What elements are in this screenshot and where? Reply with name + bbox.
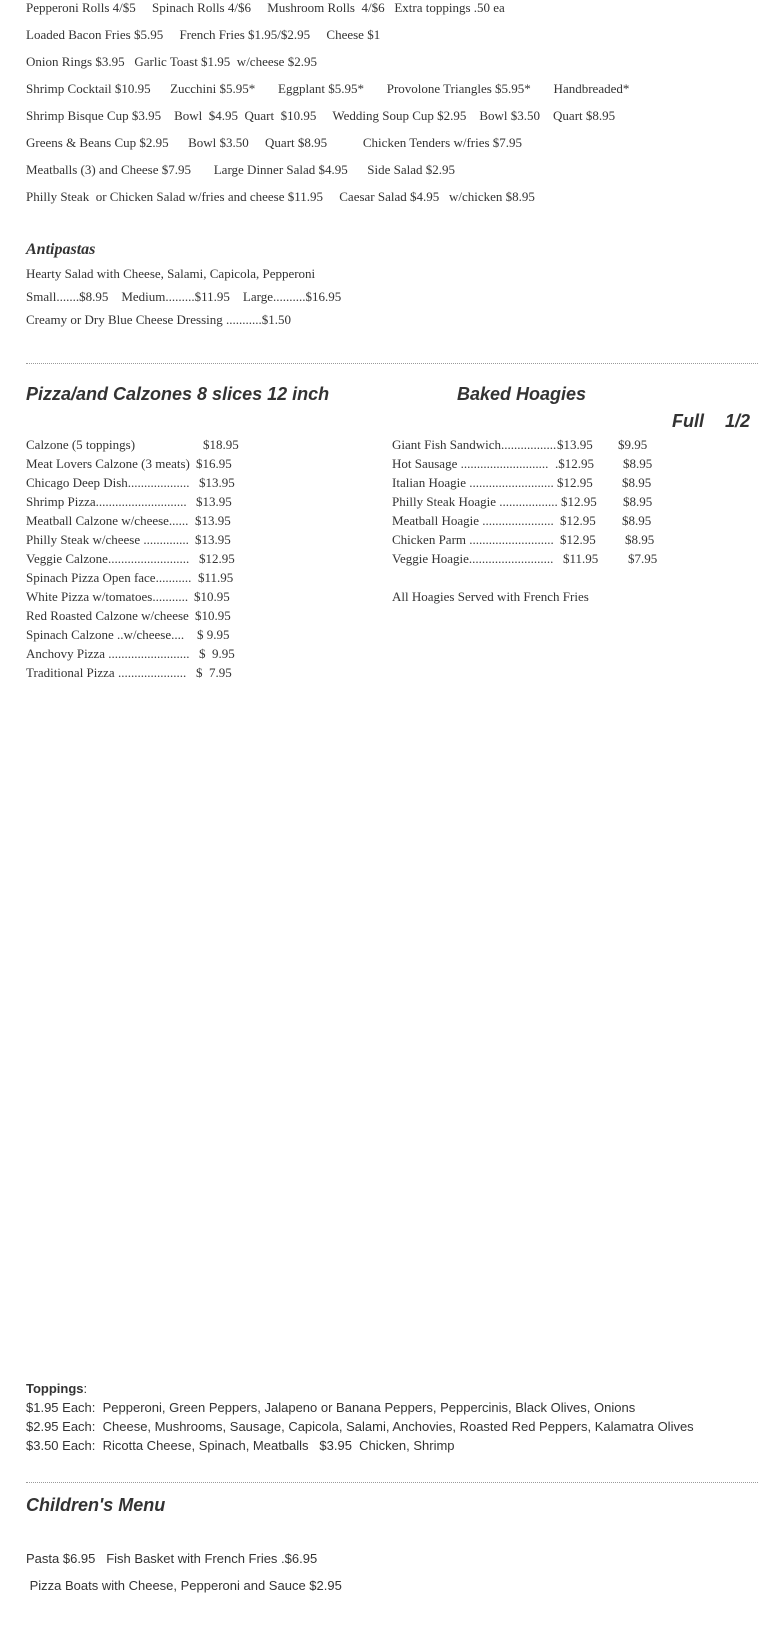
hoagie-item-name: Philly Steak Hoagie .................. bbox=[392, 494, 558, 509]
pizza-item-price: $16.95 bbox=[196, 456, 232, 471]
appetizer-line: Onion Rings $3.95 Garlic Toast $1.95 w/cheese $2.95 bbox=[26, 54, 317, 69]
children-menu-line: Pizza Boats with Cheese, Pepperoni and Sauce $2.95 bbox=[26, 1578, 342, 1593]
pizza-item-name: Anchovy Pizza ......................... bbox=[26, 646, 190, 661]
pizza-item-price: $13.95 bbox=[195, 513, 231, 528]
hoagie-half-price: $7.95 bbox=[628, 551, 658, 566]
pizza-item-price: $11.95 bbox=[198, 570, 234, 585]
pizza-item-name: Philly Steak w/cheese .............. bbox=[26, 532, 189, 547]
pizza-section-title: Pizza/and Calzones 8 slices 12 inch bbox=[26, 384, 330, 404]
hoagies-note: All Hoagies Served with French Fries bbox=[392, 589, 589, 604]
toppings-heading bbox=[26, 1381, 87, 1396]
hoagies-half-header: 1/2 bbox=[725, 411, 751, 431]
appetizer-line: Shrimp Bisque Cup $3.95 Bowl $4.95 Quart $10.95 Wedding Soup Cup $2.95 Bowl $3.50 Quart $8.95 bbox=[26, 108, 616, 123]
pizza-item-name: Spinach Calzone ..w/cheese.... bbox=[26, 627, 185, 642]
pizza-item-name: White Pizza w/tomatoes........... bbox=[26, 589, 189, 604]
antipastas-sizes: Small.......$8.95 Medium.........$11.95 Large..........$16.95 bbox=[26, 289, 342, 304]
hoagie-half-price: $8.95 bbox=[625, 532, 655, 547]
antipastas-title: Antipastas bbox=[26, 241, 96, 258]
pizza-item-price: $10.95 bbox=[195, 608, 231, 623]
toppings-line: $3.50 Each: Ricotta Cheese, Spinach, Meatballs $3.95 Chicken, Shrimp bbox=[26, 1438, 455, 1453]
appetizer-line: Meatballs (3) and Cheese $7.95 Large Dinner Salad $4.95 Side Salad $2.95 bbox=[26, 162, 456, 177]
pizza-item-price: $13.95 bbox=[199, 475, 235, 490]
antipastas-description: Hearty Salad with Cheese, Salami, Capicola, Pepperoni bbox=[26, 266, 316, 281]
hoagies-section-title: Baked Hoagies bbox=[457, 384, 587, 404]
hoagie-half-price: $8.95 bbox=[623, 456, 653, 471]
pizza-item-price: $13.95 bbox=[195, 532, 231, 547]
toppings-colon: : bbox=[83, 1381, 88, 1396]
hoagie-full-price: $12.95 bbox=[561, 494, 597, 509]
hoagie-full-price: $12.95 bbox=[560, 532, 596, 547]
pizza-item-name: Veggie Calzone......................... bbox=[26, 551, 190, 566]
pizza-item-name: Meatball Calzone w/cheese...... bbox=[26, 513, 189, 528]
pizza-item-name: Meat Lovers Calzone (3 meats) bbox=[26, 456, 190, 471]
hoagie-full-price: $13.95 bbox=[557, 437, 593, 452]
pizza-item-price: $18.95 bbox=[203, 437, 239, 452]
pizza-item-name: Spinach Pizza Open face........... bbox=[26, 570, 192, 585]
children-menu-line: Pasta $6.95 Fish Basket with French Fries .$6.95 bbox=[26, 1551, 318, 1566]
pizza-item-price: $12.95 bbox=[199, 551, 235, 566]
pizza-item-price: $13.95 bbox=[196, 494, 232, 509]
hoagie-half-price: $8.95 bbox=[622, 513, 652, 528]
hoagie-full-price: $12.95 bbox=[560, 513, 596, 528]
hoagie-half-price: $8.95 bbox=[623, 494, 653, 509]
pizza-item-name: Chicago Deep Dish................... bbox=[26, 475, 190, 490]
toppings-title: Toppings bbox=[26, 1381, 84, 1396]
antipastas-dressing: Creamy or Dry Blue Cheese Dressing ...........$1.50 bbox=[26, 312, 292, 327]
hoagie-full-price: $12.95 bbox=[557, 475, 593, 490]
hoagie-half-price: $9.95 bbox=[618, 437, 648, 452]
hoagie-item-name: Hot Sausage ........................... bbox=[392, 456, 549, 471]
pizza-item-price: $ 9.95 bbox=[199, 646, 235, 661]
hoagie-item-name: Chicken Parm .......................... bbox=[392, 532, 554, 547]
appetizer-line: Philly Steak or Chicken Salad w/fries and cheese $11.95 Caesar Salad $4.95 w/chicken $8.95 bbox=[26, 189, 535, 204]
toppings-line: $1.95 Each: Pepperoni, Green Peppers, Jalapeno or Banana Peppers, Peppercinis, Black Olives, Onions bbox=[26, 1400, 636, 1415]
hoagie-full-price: .$12.95 bbox=[555, 456, 594, 471]
pizza-item-name: Traditional Pizza ..................... bbox=[26, 665, 187, 680]
hoagie-full-price: $11.95 bbox=[563, 551, 599, 566]
section-divider bbox=[26, 363, 758, 364]
hoagie-item-name: Italian Hoagie .......................... bbox=[392, 475, 554, 490]
pizza-item-name: Shrimp Pizza............................ bbox=[26, 494, 187, 509]
pizza-item-price: $ 7.95 bbox=[196, 665, 232, 680]
hoagie-item-name: Giant Fish Sandwich................. bbox=[392, 437, 557, 452]
hoagie-item-name: Veggie Hoagie.......................... bbox=[392, 551, 554, 566]
hoagies-full-header: Full bbox=[672, 411, 704, 431]
hoagie-half-price: $8.95 bbox=[622, 475, 652, 490]
appetizer-line: Shrimp Cocktail $10.95 Zucchini $5.95* Eggplant $5.95* Provolone Triangles $5.95* Handbreaded* bbox=[26, 81, 630, 96]
hoagie-item-name: Meatball Hoagie ...................... bbox=[392, 513, 554, 528]
pizza-item-price: $10.95 bbox=[194, 589, 230, 604]
pizza-item-name: Red Roasted Calzone w/cheese bbox=[26, 608, 189, 623]
section-divider bbox=[26, 1482, 758, 1483]
appetizer-line: Greens & Beans Cup $2.95 Bowl $3.50 Quart $8.95 Chicken Tenders w/fries $7.95 bbox=[26, 135, 523, 150]
pizza-item-name: Calzone (5 toppings) bbox=[26, 437, 136, 452]
toppings-line: $2.95 Each: Cheese, Mushrooms, Sausage, Capicola, Salami, Anchovies, Roasted Red Peppers, Kalamatra Olives bbox=[26, 1419, 694, 1434]
appetizer-line: Pepperoni Rolls 4/$5 Spinach Rolls 4/$6 Mushroom Rolls 4/$6 Extra toppings .50 ea bbox=[26, 0, 505, 15]
pizza-item-price: $ 9.95 bbox=[197, 627, 230, 642]
children-menu-title: Children's Menu bbox=[26, 1495, 166, 1515]
appetizer-line: Loaded Bacon Fries $5.95 French Fries $1.95/$2.95 Cheese $1 bbox=[26, 27, 381, 42]
